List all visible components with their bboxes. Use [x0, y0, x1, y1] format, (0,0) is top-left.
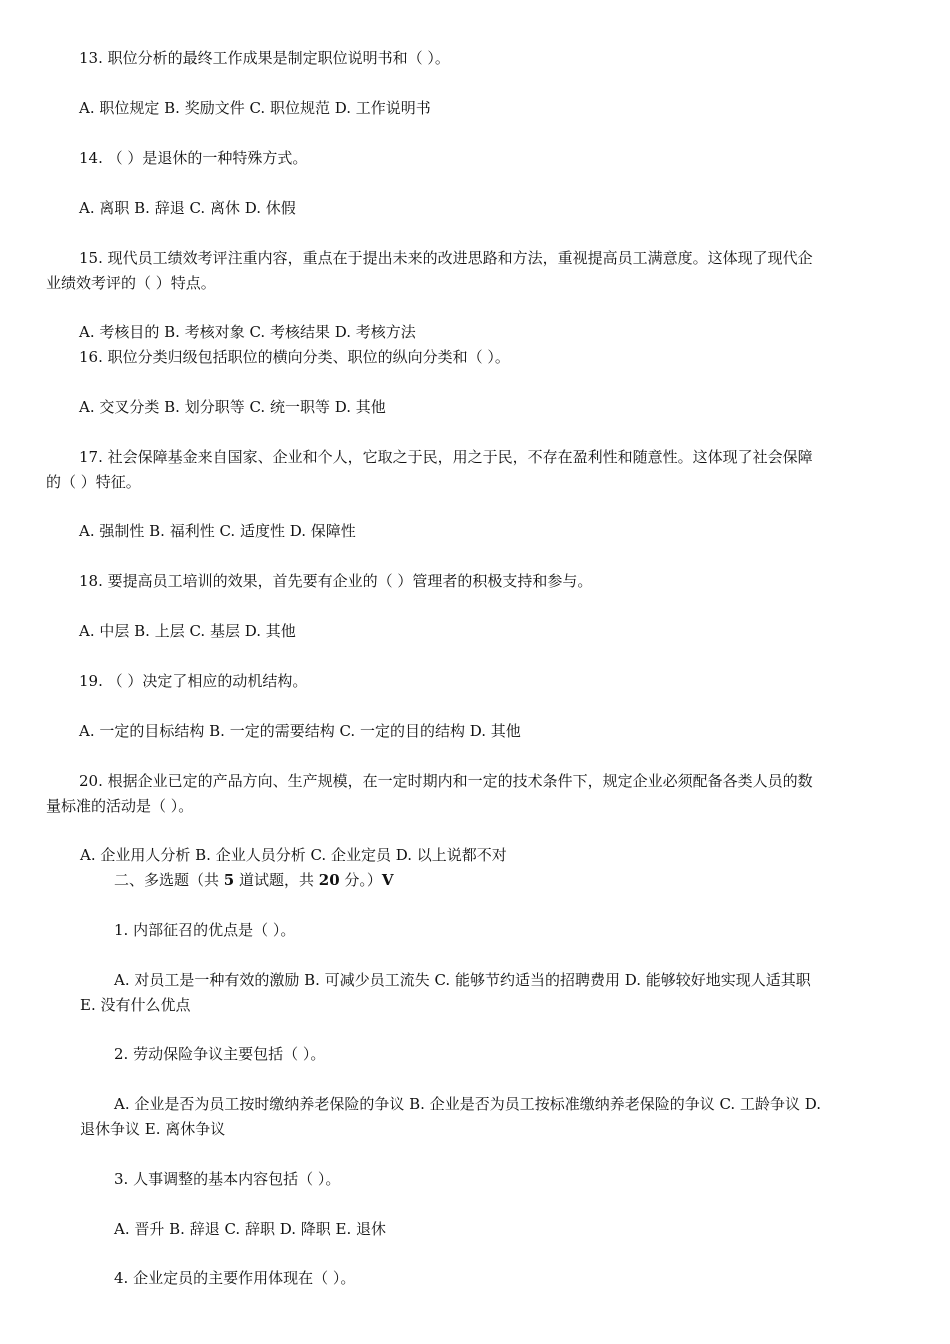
question-18-options: A. 中层 B. 上层 C. 基层 D. 其他: [79, 622, 296, 640]
mc-question-1-options-line1: A. 对员工是一种有效的激励 B. 可减少员工流失 C. 能够节约适当的招聘费用 D. 能够较好地实现人适其职: [114, 971, 811, 989]
question-20-stem-line2: 量标准的活动是（ ）。: [46, 797, 194, 815]
mc-question-1-options-line2: E. 没有什么优点: [80, 996, 191, 1014]
mc-question-2-options-line1: A. 企业是否为员工按时缴纳养老保险的争议 B. 企业是否为员工按标准缴纳养老保险的争议 C. 工龄争议 D.: [114, 1095, 821, 1113]
mc-question-3-options: A. 晋升 B. 辞退 C. 辞职 D. 降职 E. 退休: [114, 1220, 386, 1238]
heading-total-score: 20: [318, 871, 340, 889]
question-19-options: A. 一定的目标结构 B. 一定的需要结构 C. 一定的目的结构 D. 其他: [79, 722, 521, 740]
heading-middle: 道试题，共: [234, 871, 319, 889]
question-20-stem-line1: 20. 根据企业已定的产品方向、生产规模，在一定时期内和一定的技术条件下，规定企业必须配备各类人员的数: [79, 772, 813, 790]
question-17-options: A. 强制性 B. 福利性 C. 适度性 D. 保障性: [79, 522, 356, 540]
section-heading-multi-choice: [114, 870, 394, 890]
question-15-options: A. 考核目的 B. 考核对象 C. 考核结果 D. 考核方法: [79, 323, 416, 341]
heading-mark: V: [381, 871, 394, 889]
question-15-stem-line1: 15. 现代员工绩效考评注重内容，重点在于提出未来的改进思路和方法，重视提高员工满意度。这体现了现代企: [79, 249, 813, 267]
mc-question-2-options-line2: 退休争议 E. 离休争议: [80, 1120, 226, 1138]
question-16-options: A. 交叉分类 B. 划分职等 C. 统一职等 D. 其他: [79, 398, 386, 416]
mc-question-4-stem: 4. 企业定员的主要作用体现在（ ）。: [114, 1269, 356, 1287]
mc-question-1-stem: 1. 内部征召的优点是（ ）。: [114, 921, 296, 939]
question-14-options: A. 离职 B. 辞退 C. 离休 D. 休假: [79, 199, 296, 217]
question-16-stem: 16. 职位分类归级包括职位的横向分类、职位的纵向分类和（ ）。: [79, 348, 510, 366]
heading-question-count: 5: [223, 871, 235, 889]
question-13-options: A. 职位规定 B. 奖励文件 C. 职位规范 D. 工作说明书: [79, 99, 431, 117]
question-13-stem: 13. 职位分析的最终工作成果是制定职位说明书和（ ）。: [79, 49, 450, 67]
mc-question-2-stem: 2. 劳动保险争议主要包括（ ）。: [114, 1045, 326, 1063]
heading-prefix: 二、多选题（共: [114, 871, 224, 889]
heading-suffix: 分。）: [339, 871, 382, 889]
mc-question-3-stem: 3. 人事调整的基本内容包括（ ）。: [114, 1170, 341, 1188]
question-17-stem-line2: 的（ ）特征。: [46, 473, 141, 491]
question-17-stem-line1: 17. 社会保障基金来自国家、企业和个人，它取之于民，用之于民，不存在盈利性和随意性。这体现了社会保障: [79, 448, 813, 466]
question-14-stem: 14. （ ）是退休的一种特殊方式。: [79, 149, 308, 167]
question-19-stem: 19. （ ）决定了相应的动机结构。: [79, 672, 308, 690]
question-20-options: A. 企业用人分析 B. 企业人员分析 C. 企业定员 D. 以上说都不对: [80, 846, 507, 864]
question-15-stem-line2: 业绩效考评的（ ）特点。: [46, 274, 216, 292]
question-18-stem: 18. 要提高员工培训的效果，首先要有企业的（ ）管理者的积极支持和参与。: [79, 572, 593, 590]
